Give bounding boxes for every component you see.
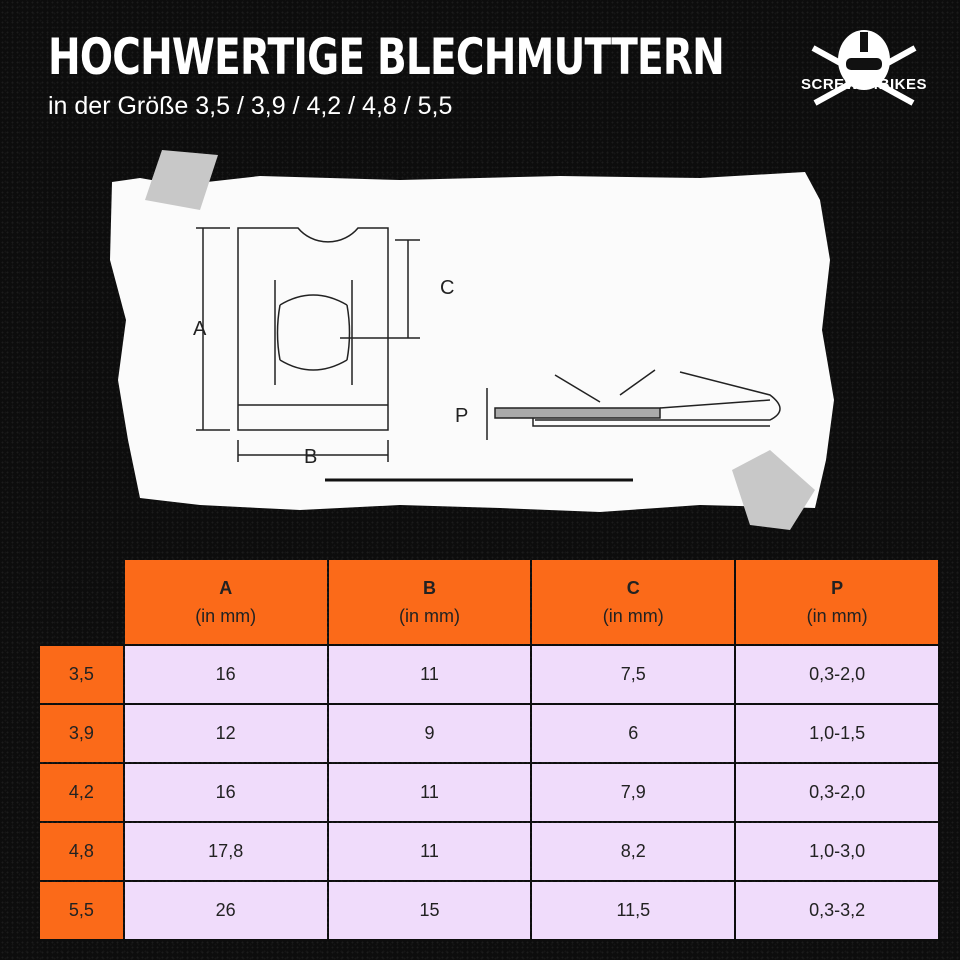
value-cell: 17,8: [125, 823, 327, 880]
value-cell: 0,3-3,2: [736, 882, 938, 939]
size-cell: 4,8: [40, 823, 123, 880]
logo-text: SCREWS4BIKES: [800, 76, 928, 93]
col-unit: (in mm): [806, 606, 868, 626]
value-cell: 11,5: [532, 882, 734, 939]
value-cell: 16: [125, 646, 327, 703]
label-c: C: [440, 277, 455, 299]
corner-cell: [40, 560, 123, 644]
value-cell: 15: [329, 882, 531, 939]
value-cell: 9: [329, 705, 531, 762]
value-cell: 11: [329, 823, 531, 880]
size-cell: 4,2: [40, 764, 123, 821]
col-name: P: [831, 578, 844, 598]
col-unit: (in mm): [398, 606, 460, 626]
col-unit: (in mm): [602, 606, 664, 626]
value-cell: 16: [125, 764, 327, 821]
value-cell: 12: [125, 705, 327, 762]
torn-paper: [110, 172, 834, 512]
table-row: [40, 882, 938, 939]
table-row: [40, 646, 938, 703]
col-unit: (in mm): [195, 606, 257, 626]
value-cell: 11: [329, 646, 531, 703]
value-cell: 11: [329, 764, 531, 821]
col-name: B: [422, 578, 436, 598]
header-p: [736, 560, 938, 644]
value-cell: 6: [532, 705, 734, 762]
value-cell: 1,0-3,0: [736, 823, 938, 880]
page-title: HOCHWERTIGE BLECHMUTTERN: [48, 28, 724, 86]
table-row: [40, 764, 938, 821]
value-cell: 26: [125, 882, 327, 939]
table-row: [40, 705, 938, 762]
label-p: P: [455, 405, 469, 427]
col-name: C: [626, 578, 640, 598]
value-cell: 7,5: [532, 646, 734, 703]
page-subtitle: in der Größe 3,5 / 3,9 / 4,2 / 4,8 / 5,5: [48, 92, 453, 120]
size-cell: 3,9: [40, 705, 123, 762]
col-name: A: [219, 578, 233, 598]
table-row: [40, 823, 938, 880]
value-cell: 8,2: [532, 823, 734, 880]
size-cell: 3,5: [40, 646, 123, 703]
value-cell: 0,3-2,0: [736, 764, 938, 821]
size-table: [38, 558, 940, 941]
value-cell: 0,3-2,0: [736, 646, 938, 703]
header-b: [329, 560, 531, 644]
header-c: [532, 560, 734, 644]
value-cell: 1,0-1,5: [736, 705, 938, 762]
value-cell: 7,9: [532, 764, 734, 821]
label-b: B: [304, 446, 318, 468]
label-a: A: [193, 318, 207, 340]
size-cell: 5,5: [40, 882, 123, 939]
header-a: [125, 560, 327, 644]
